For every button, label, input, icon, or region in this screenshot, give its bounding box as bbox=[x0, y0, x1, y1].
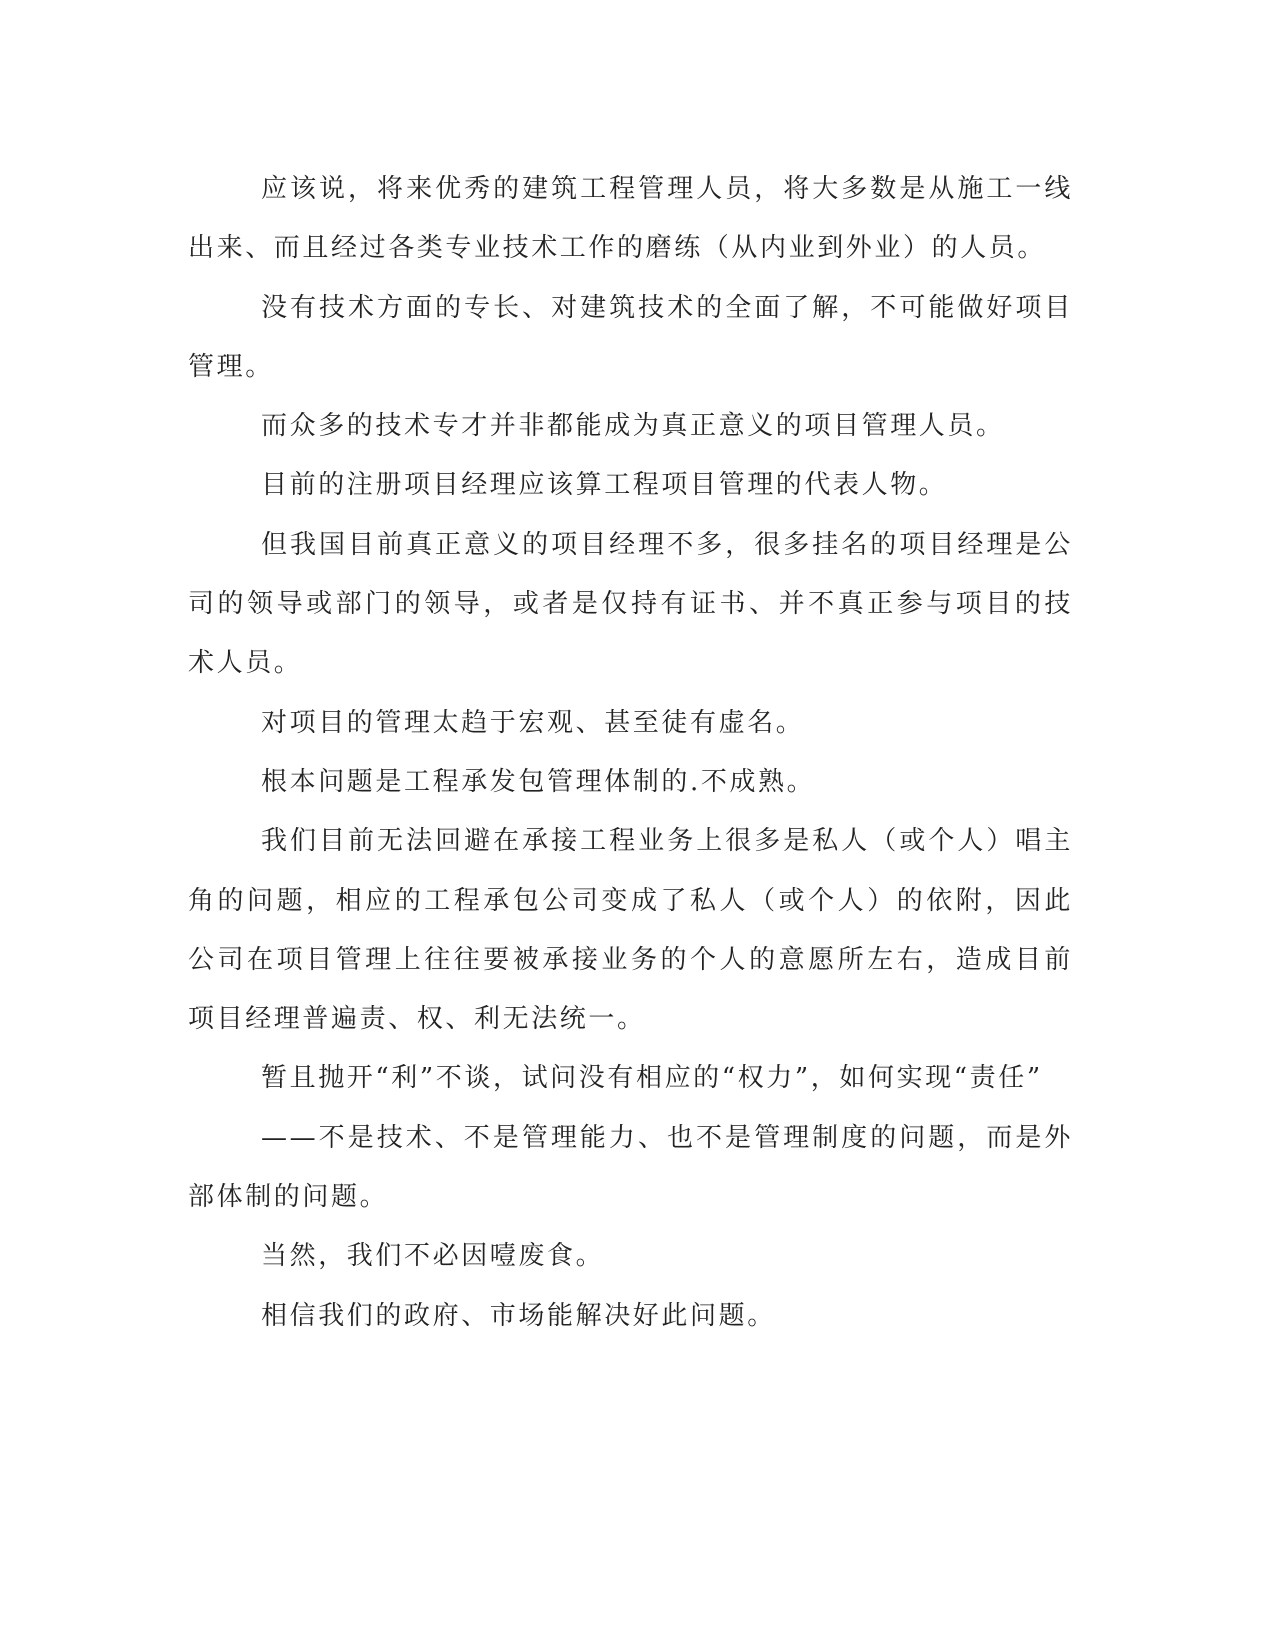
paragraph: 暂且抛开“利”不谈，试问没有相应的“权力”，如何实现“责任” bbox=[261, 1063, 1043, 1094]
paragraph: 我们目前无法回避在承接工程业务上很多是私人（或个人）唱主角的问题，相应的工程承包公司变成了私人（或个人）的依附，因此公司在项目管理上往往要被承接业务的个人的意愿所左右，造成目前项目经理普遍责、权、利无法统一。 bbox=[188, 826, 1073, 1035]
paragraph: 相信我们的政府、市场能解决好此问题。 bbox=[261, 1300, 776, 1331]
document-body bbox=[188, 160, 1073, 1346]
paragraph: 但我国目前真正意义的项目经理不多，很多挂名的项目经理是公司的领导或部门的领导，或者是仅持有证书、并不真正参与项目的技术人员。 bbox=[188, 529, 1073, 679]
paragraph: 当然，我们不必因噎废食。 bbox=[261, 1241, 605, 1272]
paragraph: 应该说，将来优秀的建筑工程管理人员，将大多数是从施工一线出来、而且经过各类专业技术工作的磨练（从内业到外业）的人员。 bbox=[188, 174, 1073, 264]
paragraph: 没有技术方面的专长、对建筑技术的全面了解，不可能做好项目管理。 bbox=[188, 292, 1073, 382]
paragraph: 目前的注册项目经理应该算工程项目管理的代表人物。 bbox=[261, 470, 948, 501]
paragraph: 而众多的技术专才并非都能成为真正意义的项目管理人员。 bbox=[261, 411, 1005, 442]
paragraph: 对项目的管理太趋于宏观、甚至徒有虚名。 bbox=[261, 707, 805, 738]
paragraph: 根本问题是工程承发包管理体制的.不成熟。 bbox=[261, 766, 816, 797]
paragraph: ——不是技术、不是管理能力、也不是管理制度的问题，而是外部体制的问题。 bbox=[188, 1122, 1073, 1213]
